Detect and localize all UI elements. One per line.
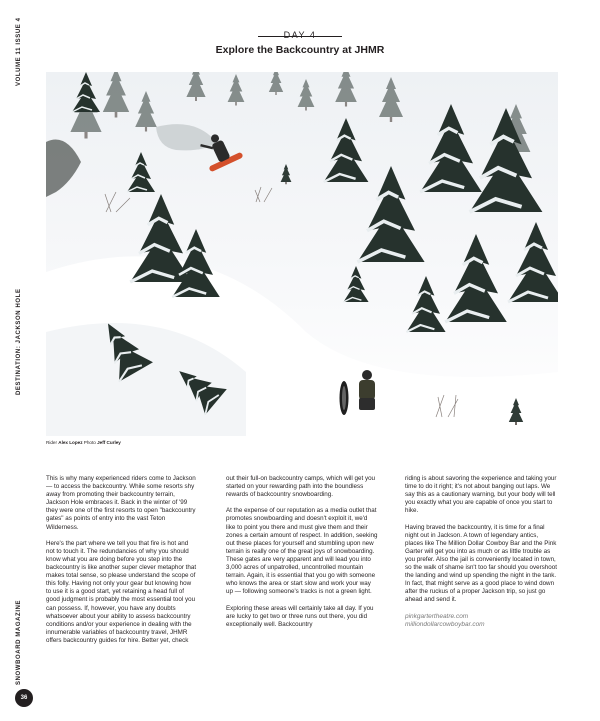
text-column-3 <box>405 475 557 630</box>
caption-rider-label: Rider <box>46 440 57 445</box>
backcountry-photo <box>46 72 558 436</box>
paragraph: Having braved the backcountry, it is time for a final night out in Jackson. A town of legendary antics, places like The Million Dollar Cowboy Bar and the Pink Garter will get you into as much or as little trouble as you prefer. Also the jail is conveniently located in town, so the walk of shame isn't too far should you overshoot the landing and wind up spending the night in the tank. In fact, that might serve as a good place to wind down after the ruckus of a proper Jackson trip, so just go ahead and send it. <box>405 523 557 604</box>
paragraph: Here's the part where we tell you that fire is hot and not to touch it. The redundancies of why you should know what you are doing before you step into the backcountry is like another super clever metaphor that makes total sense, so please understand the scope of this folly. Having not only your gear but knowing how to use it is a good start, yet retaining a head full of good judgment is probably the most essential tool you can possess. If, however, you have any doubts whatsoever about your ability to assess backcountry conditions and/or your experience in dealing with the innumerable variables of backcountry travel, JHMR offers backcountry guides for hire. Better yet, check <box>46 539 197 644</box>
caption-photographer: Jeff Curley <box>97 440 121 445</box>
text-column-1 <box>46 475 198 653</box>
paragraph: Exploring these areas will certainly take all day. If you are lucky to get two or three runs out there, you did exceptionally well. Backcountry <box>226 604 374 628</box>
day-label: DAY 4 <box>283 30 317 40</box>
paragraph: This is why many experienced riders come to Jackson — to access the backcountry. While some resorts shy away from promoting their backcountry terrain, Jackson Hole embraces it. Back in the winter of '99 they were one of the first resorts to open "backcountry gates" as points of entry into the vast Teton Wilderness. <box>46 475 196 531</box>
caption-photo-label: Photo <box>83 440 96 445</box>
pink-garter-link[interactable]: pinkgartertheatre.com <box>405 612 469 620</box>
link-list <box>405 613 557 630</box>
page-title: Explore the Backcountry at JHMR <box>215 44 385 56</box>
photo-caption <box>46 440 121 445</box>
cowboy-bar-link[interactable]: milliondollarcowboybar.com <box>405 621 485 629</box>
text-column-2 <box>226 475 378 637</box>
paragraph: At the expense of our reputation as a media outlet that promotes snowboarding and doesn't exploit it, we'd like to point you there and must give them and their zones a certain amount of respect. In addition, seeking out these places for yourself and stumbling upon new terrain is really one of the great joys of snowboarding. These gates are very apparent and will lead you into 3,000 acres of unpatrolled, uncontrolled mountain terrain. Again, it is essential that you go with someone who knows the area or start slow and work your way up — following someone's tracks is not a green light. <box>226 507 378 596</box>
paragraph: riding is about savoring the experience and taking your time to do it right; it's not about banging out laps. We say this as a cautionary warning, but your body will tell you exactly what you are capable of once you start to hike. <box>405 475 557 515</box>
caption-rider: Alex Lopez <box>58 440 83 445</box>
magazine-name-label: SNOWBOARD MAGAZINE <box>16 599 22 685</box>
page-number: 36 <box>15 689 33 707</box>
paragraph: out their full-on backcountry camps, which will get you started on your rewarding path into the boundless rewards of backcountry snowboarding. <box>226 475 376 499</box>
destination-label: DESTINATION: JACKSON HOLE <box>16 288 22 395</box>
volume-issue-label: VOLUME 11 ISSUE 4 <box>16 17 22 86</box>
